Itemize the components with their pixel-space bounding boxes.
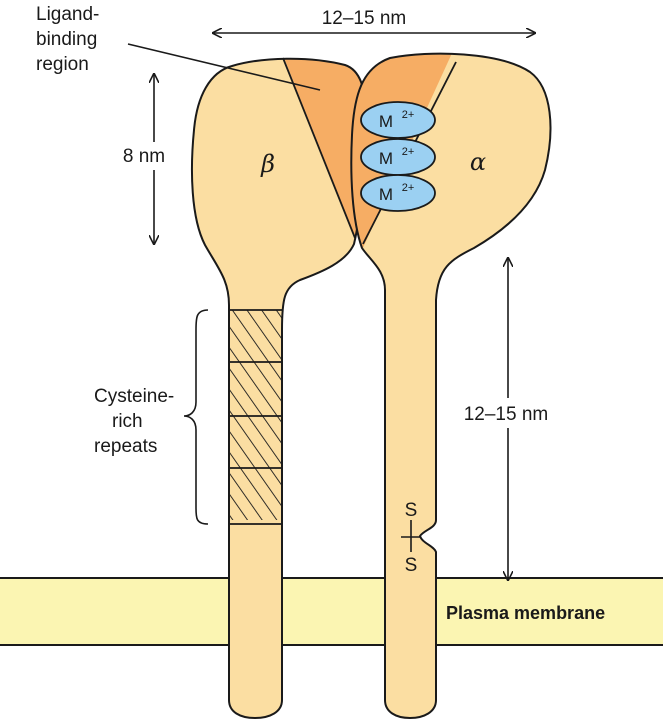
metal-ion-label: M bbox=[378, 185, 394, 204]
ligand-binding-label-line1: Ligand- bbox=[36, 4, 100, 25]
disulfide-top-label: S bbox=[404, 500, 418, 521]
metal-ion-1 bbox=[361, 102, 435, 138]
metal-ion-charge: 2+ bbox=[401, 109, 415, 121]
metal-ion-label: M bbox=[378, 112, 394, 131]
cysteine-label-line2: rich bbox=[112, 411, 143, 432]
beta-label: β bbox=[261, 150, 275, 178]
plasma-membrane-label: Plasma membrane bbox=[446, 603, 606, 623]
metal-ion-charge: 2+ bbox=[401, 146, 415, 158]
width-label: 12–15 nm bbox=[321, 8, 407, 29]
stalk-length-label: 12–15 nm bbox=[463, 404, 549, 425]
ligand-binding-label-line2: binding bbox=[36, 29, 98, 50]
cysteine-repeat-block bbox=[229, 310, 282, 520]
ligand-binding-label-line3: region bbox=[36, 54, 89, 75]
cysteine-label-line3: repeats bbox=[94, 436, 158, 457]
metal-ion-label: M bbox=[378, 149, 394, 168]
head-height-label: 8 nm bbox=[122, 146, 166, 167]
disulfide-bottom-label: S bbox=[404, 555, 418, 576]
repeats-brace bbox=[184, 310, 208, 524]
metal-ion-2 bbox=[361, 139, 435, 175]
cysteine-label-line1: Cysteine- bbox=[94, 386, 175, 407]
alpha-label: α bbox=[469, 148, 487, 176]
metal-ion-charge: 2+ bbox=[401, 182, 415, 194]
metal-ion-3 bbox=[361, 175, 435, 211]
